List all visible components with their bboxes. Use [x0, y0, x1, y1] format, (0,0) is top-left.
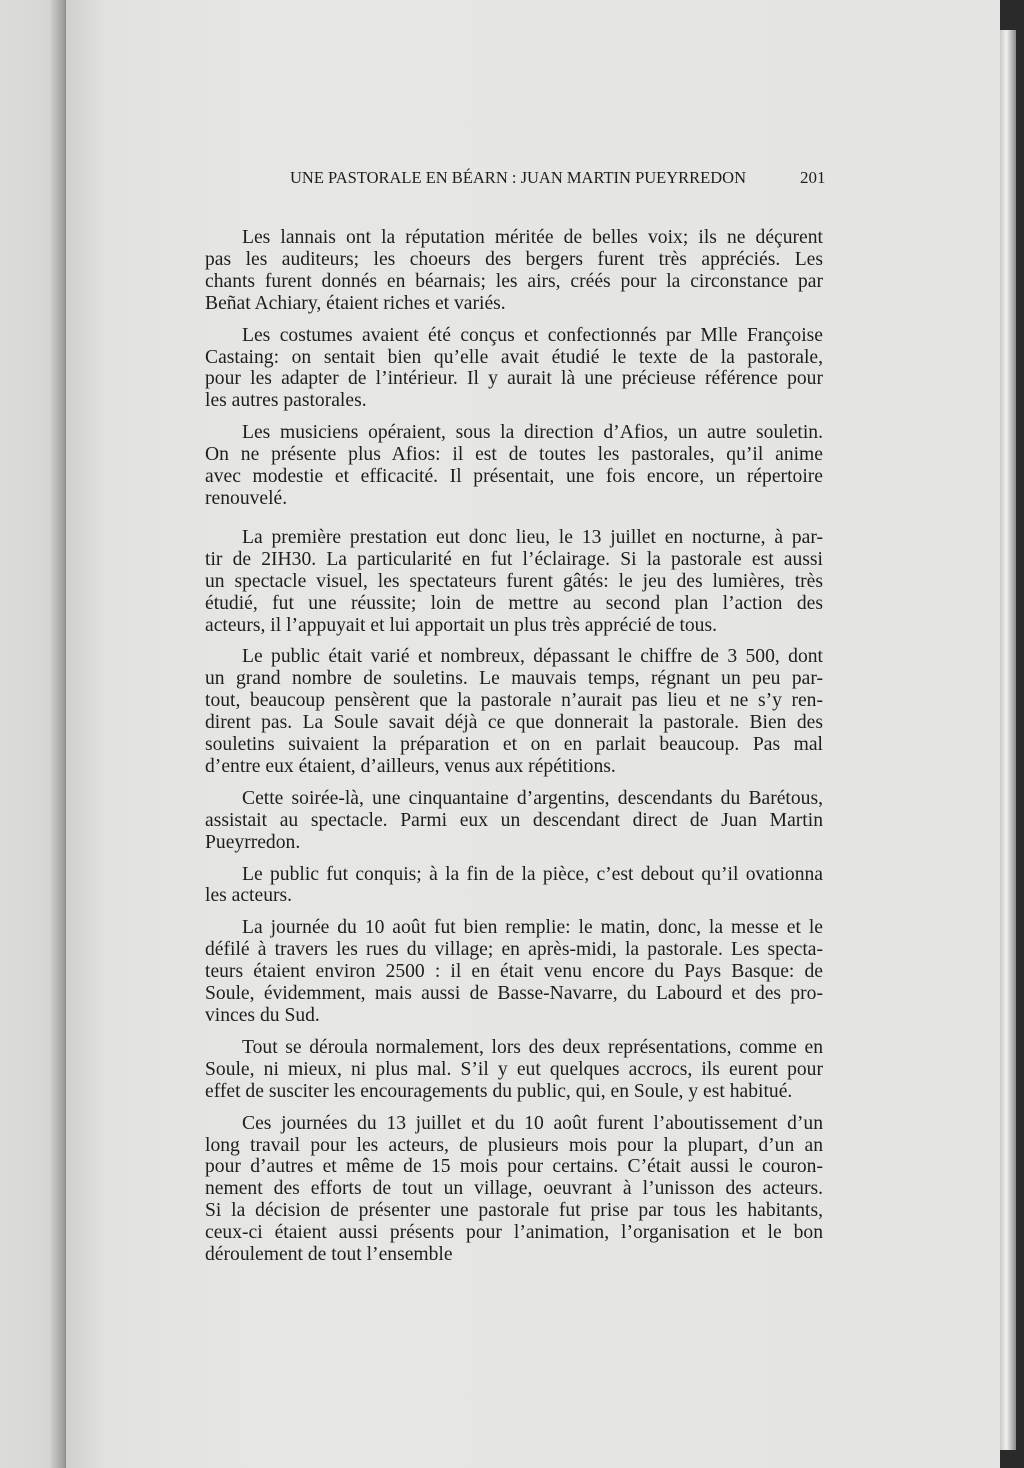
- text-line: acteurs, il l’appuyait et lui apportait un plus très apprécié de tous.: [205, 614, 718, 636]
- paragraph: [205, 527, 823, 637]
- paragraph: [205, 646, 823, 777]
- text-line: avec modestie et efficacité. Il présentait, une fois encore, un répertoire: [205, 466, 823, 488]
- text-line: On ne présente plus Afios: il est de toutes les pastorales, qu’il anime: [205, 444, 823, 466]
- text-line: Les lannais ont la réputation méritée de belles voix; ils ne déçurent: [242, 227, 823, 248]
- paragraph: [205, 917, 823, 1027]
- paragraph: [205, 1037, 823, 1103]
- text-line: Cette soirée-là, une cinquantaine d’argentins, descendants du Barétous,: [242, 787, 823, 809]
- text-line: Beñat Achiary, étaient riches et variés.: [205, 292, 506, 314]
- text-line: Le public était varié et nombreux, dépassant le chiffre de 3 500, dont: [242, 646, 823, 668]
- text-line: souletins suivaient la préparation et on en parlait beaucoup. Pas mal: [205, 734, 823, 756]
- paragraph: [205, 325, 823, 413]
- text-line: tir de 2IH30. La particularité en fut l’éclairage. Si la pastorale est aussi: [205, 548, 823, 570]
- text-line: les acteurs.: [205, 885, 293, 907]
- text-line: Castaing: on sentait bien qu’elle avait étudié le texte de la pastorale,: [205, 346, 823, 368]
- text-line: un grand nombre de souletins. Le mauvais temps, régnant un peu par-: [205, 668, 823, 690]
- text-line: un spectacle visuel, les spectateurs furent gâtés: le jeu des lumières, très: [205, 570, 823, 592]
- facing-page-edge: [0, 0, 70, 1468]
- text-line: Soule, évidemment, mais aussi de Basse-Navarre, du Labourd et des pro-: [205, 983, 823, 1005]
- paragraph: [205, 422, 823, 510]
- text-line: Tout se déroula normalement, lors des deux représentations, comme en: [242, 1036, 823, 1058]
- text-line: assistait au spectacle. Parmi eux un descendant direct de Juan Martin: [205, 809, 823, 831]
- text-line: Ces journées du 13 juillet et du 10 août furent l’aboutissement d’un: [242, 1112, 823, 1134]
- page-stack-edge: [1000, 30, 1016, 1450]
- text-line: d’entre eux étaient, d’ailleurs, venus aux répétitions.: [205, 755, 616, 777]
- text-line: long travail pour les acteurs, de plusieurs mois pour la plupart, d’un an: [205, 1134, 823, 1156]
- text-line: pour les adapter de l’intérieur. Il y aurait là une précieuse référence pour: [205, 368, 823, 390]
- text-line: renouvelé.: [205, 487, 288, 509]
- paragraph: [205, 788, 823, 854]
- paragraph: [205, 1113, 823, 1266]
- page-number: 201: [800, 168, 826, 187]
- paragraph: [205, 864, 823, 908]
- text-line: nement des efforts de tout un village, oeuvrant à l’unisson des acteurs.: [205, 1178, 823, 1200]
- text-line: pour d’autres et même de 15 mois pour certains. C’était aussi le couron-: [205, 1156, 823, 1178]
- text-line: dirent pas. La Soule savait déjà ce que donnerait la pastorale. Bien des: [205, 712, 823, 734]
- text-line: Le public fut conquis; à la fin de la pièce, c’est debout qu’il ovationna: [242, 863, 823, 885]
- text-line: teurs étaient environ 2500 : il en était venu encore du Pays Basque: de: [205, 961, 823, 983]
- text-line: chants furent donnés en béarnais; les airs, créés pour la circonstance par: [205, 270, 823, 292]
- text-line: tout, beaucoup pensèrent que la pastorale n’aurait pas lieu et ne s’y ren-: [205, 690, 823, 712]
- text-line: pas les auditeurs; les choeurs des bergers furent très appréciés. Les: [205, 248, 823, 270]
- text-line: La journée du 10 août fut bien remplie: le matin, donc, la messe et le: [242, 917, 823, 939]
- text-line: La première prestation eut donc lieu, le 13 juillet en nocturne, à par-: [242, 526, 823, 548]
- text-line: Les musiciens opéraient, sous la direction d’Afios, un autre souletin.: [242, 422, 823, 444]
- text-line: vinces du Sud.: [205, 1005, 320, 1026]
- text-line: ceux-ci étaient aussi présents pour l’animation, l’organisation et le bon: [205, 1222, 823, 1244]
- text-line: défilé à travers les rues du village; en après-midi, la pastorale. Les specta-: [205, 939, 823, 961]
- paragraph: [205, 227, 823, 315]
- text-line: étudié, fut une réussite; loin de mettre au second plan l’action des: [205, 592, 823, 614]
- text-line: Soule, ni mieux, ni plus mal. S’il y eut quelques accrocs, ils eurent pour: [205, 1058, 823, 1080]
- body-text: [205, 227, 823, 1276]
- text-line: effet de susciter les encouragements du public, qui, en Soule, y est habitué.: [205, 1080, 793, 1102]
- text-line: Si la décision de présenter une pastorale fut prise par tous les habitants,: [205, 1200, 823, 1222]
- text-line: Les costumes avaient été conçus et confectionnés par Mlle Françoise: [242, 324, 823, 346]
- running-title: UNE PASTORALE EN BÉARN : JUAN MARTIN PUEYRREDON: [290, 168, 746, 187]
- text-line: déroulement de tout l’ensemble: [205, 1244, 453, 1266]
- text-line: les autres pastorales.: [205, 390, 367, 412]
- text-line: Pueyrredon.: [205, 831, 301, 853]
